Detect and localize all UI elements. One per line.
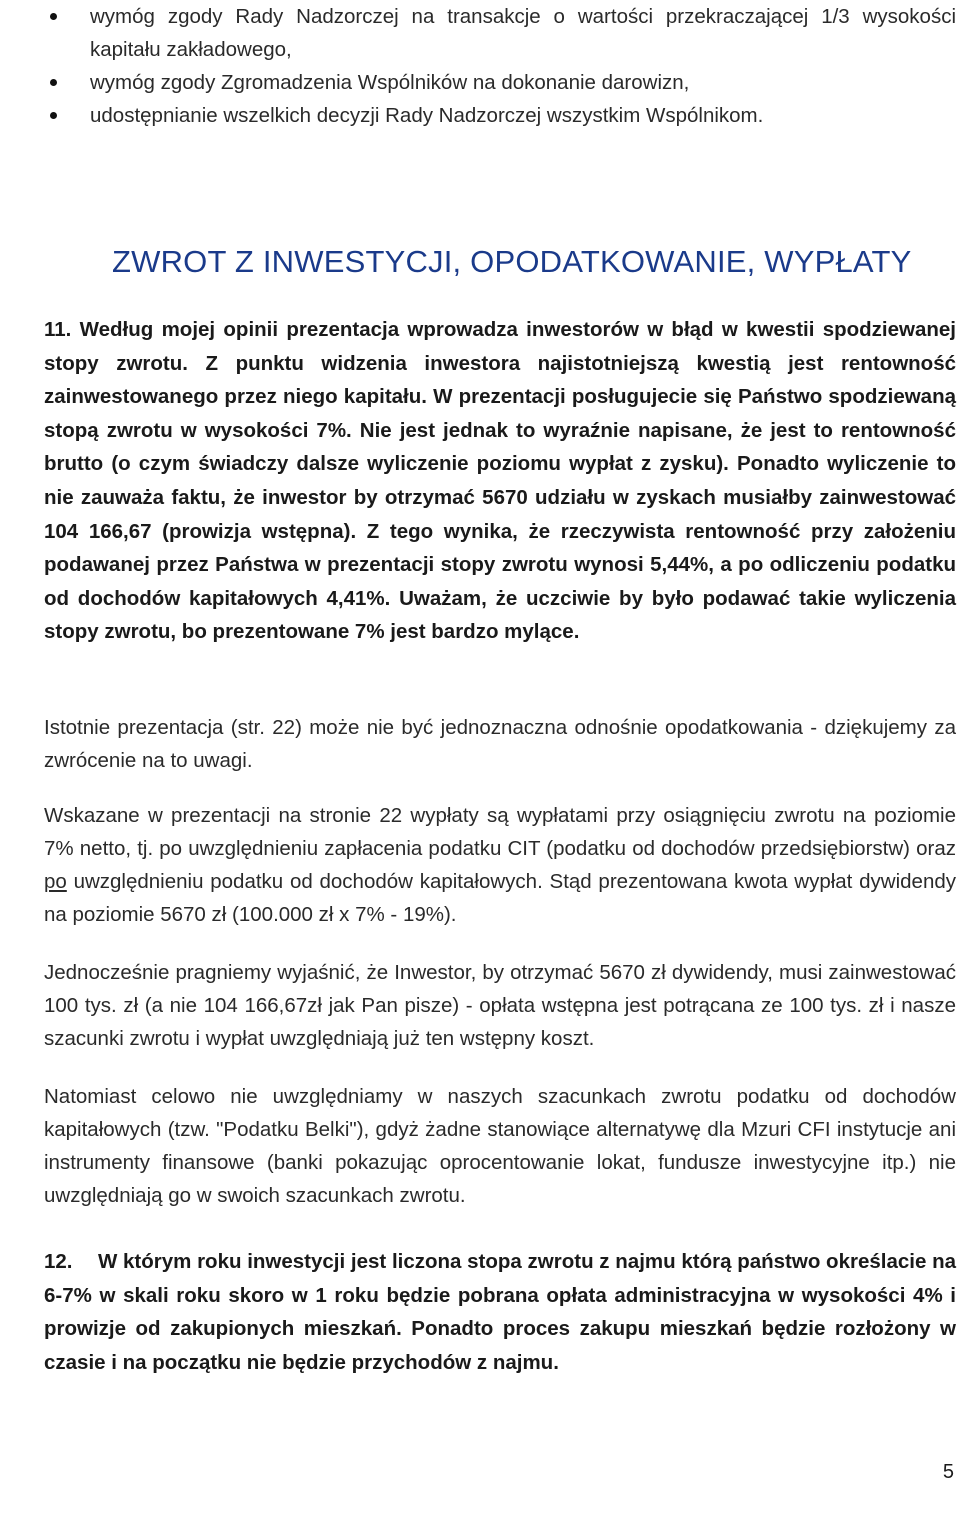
answer-paragraph-2: [44, 799, 956, 931]
question-text: Według mojej opinii prezentacja wprowadza inwestorów w błąd w kwestii spodziewanej stopy zwrotu. Z punktu widzenia inwestora najistotniejszą kwestią jest rentowność zainwestowanego przez niego kapitału. W prezentacji posługujecie się Państwo spodziewaną stopą zwrotu w wysokości 7%. Nie jest jednak to wyraźnie napisane, że jest to rentowność brutto (o czym świadczy dalsze wyliczenie poziomu wypłat z zysku). Ponadto wyliczenie to nie zauważa faktu, że inwestor by otrzymać 5670 udziału w zyskach musiałby zainwestować 104 166,67 (prowizja wstępna). Z tego wynika, że rzeczywista rentowność przy założeniu podawanej przez Państwa w prezentacji stopy zwrotu wynosi 5,44%, a po odliczeniu podatku od dochodów kapitałowych 4,41%. Uważam, że uczciwie by było podawać takie wyliczenia stopy zwrotu, bo prezentowane 7% jest bardzo mylące.: [44, 318, 956, 644]
answer-text: Wskazane w prezentacji na stronie 22 wypłaty są wypłatami przy osiągnięciu zwrotu na poziomie 7% netto, tj. po uwzględnieniu zapłacenia podatku CIT (podatku od dochodów przedsiębiorstw) oraz: [44, 804, 956, 860]
answer-paragraph-4: Natomiast celowo nie uwzględniamy w naszych szacunkach zwrotu podatku od dochodów kapitałowych (tzw. "Podatku Belki"), gdyż żadne stanowiące alternatywę dla Mzuri CFI instytucje ani instrumenty finansowe (banki pokazując oprocentowanie lokat, fundusze inwestycyjne itp.) nie uwzględniają go w swoich szacunkach zwrotu.: [44, 1085, 956, 1207]
question-number: 11.: [44, 318, 72, 341]
bullet-icon: [50, 13, 57, 20]
question-text: W którym roku inwestycji jest liczona stopa zwrotu z najmu którą państwo określacie na 6-7% w skali roku skoro w 1 roku będzie pobrana opłata administracyjna w wysokości 4% i prowizje od zakupionych mieszkań. Ponadto proces zakupu mieszkań będzie rozłożony w czasie i na początku nie będzie przychodów z najmu.: [44, 1250, 956, 1374]
answer-paragraph-1: Istotnie prezentacja (str. 22) może nie być jednoznaczna odnośnie opodatkowania - dziękujemy za zwrócenie na to uwagi.: [44, 716, 956, 772]
answer-paragraph-3: Jednocześnie pragniemy wyjaśnić, że Inwestor, by otrzymać 5670 zł dywidendy, musi zainwestować 100 tys. zł (a nie 104 166,67zł jak Pan pisze) - opłata wstępna jest potrącana ze 100 tys. zł i nasze szacunki zwrotu i wypłat uwzględniają już ten wstępny koszt.: [44, 961, 956, 1050]
answer-text: uwzględnieniu podatku od dochodów kapitałowych. Stąd prezentowana kwota wypłat dywidendy na poziomie 5670 zł (100.000 zł x 7% - 19%).: [44, 870, 956, 926]
requirements-list: [44, 0, 956, 132]
page-number: 5: [942, 1461, 954, 1483]
list-item: [44, 99, 956, 132]
bullet-icon: [50, 112, 57, 119]
underlined-word: po: [44, 870, 67, 893]
question-11: [44, 313, 956, 649]
question-12: [44, 1245, 956, 1379]
list-item-text: wymóg zgody Rady Nadzorczej na transakcje o wartości przekraczającej 1/3 wysokości kapitału zakładowego,: [90, 5, 956, 61]
list-item-text: wymóg zgody Zgromadzenia Wspólników na dokonanie darowizn,: [90, 71, 690, 94]
section-heading: ZWROT Z INWESTYCJI, OPODATKOWANIE, WYPŁATY: [112, 244, 912, 279]
list-item: [44, 0, 956, 66]
list-item: [44, 66, 956, 99]
bullet-icon: [50, 79, 57, 86]
list-item-text: udostępnianie wszelkich decyzji Rady Nadzorczej wszystkim Wspólnikom.: [90, 104, 764, 127]
question-number: 12.: [44, 1250, 73, 1273]
